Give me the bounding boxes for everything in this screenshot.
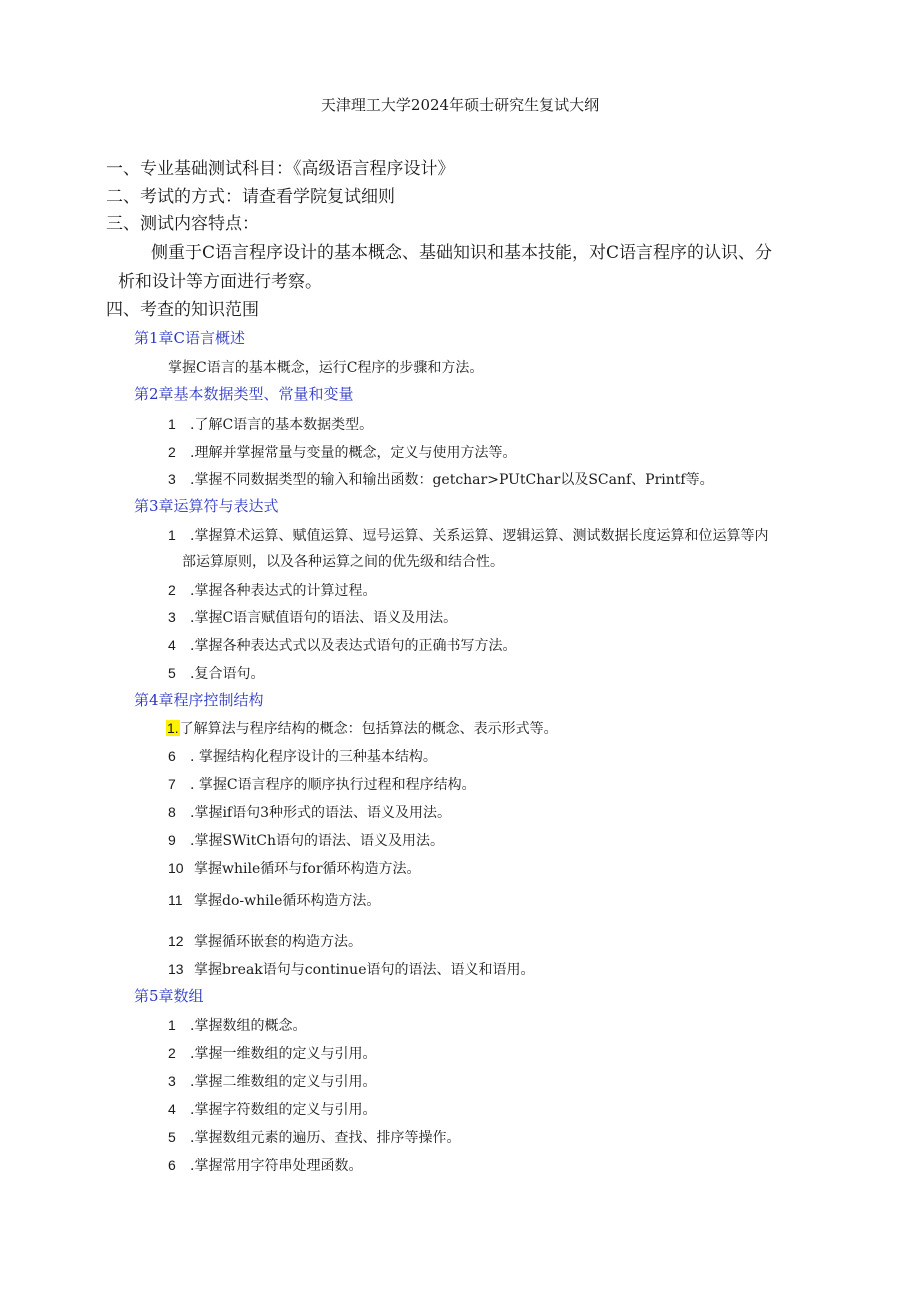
item-text: .掌握算术运算、赋值运算、逗号运算、关系运算、逻辑运算、测试数据长度运算和位运算等内	[190, 528, 769, 544]
item-text: 掌握while循环与for循环构造方法。	[194, 861, 421, 877]
document-title: 天津理工大学2024年硕士研究生复试大纲	[320, 96, 600, 114]
item-text: . 掌握结构化程序设计的三种基本结构。	[190, 749, 437, 765]
chapter-4-item-13	[168, 962, 534, 977]
item-text: .掌握C语言赋值语句的语法、语义及用法。	[190, 610, 458, 626]
chapter-5-heading: 第5章数组	[134, 987, 204, 1005]
item-number: 1	[168, 527, 176, 543]
section-1-subject: 一、专业基础测试科目：《高级语言程序设计》	[106, 159, 455, 179]
item-number: 6	[168, 748, 176, 764]
item-text: .掌握各种表达式的计算过程。	[190, 583, 377, 599]
chapter-5-item-5	[168, 1130, 460, 1145]
item-text: .掌握常用字符串处理函数。	[190, 1158, 363, 1174]
item-number: 2	[168, 1045, 176, 1061]
chapter-3-item-3	[168, 610, 457, 625]
chapter-2-item-1	[168, 417, 373, 432]
section-4-scope: 四、考查的知识范围	[106, 300, 259, 320]
item-text: 掌握循环嵌套的构造方法。	[194, 934, 362, 950]
item-number-highlighted: 1.	[167, 720, 179, 736]
item-text: .了解C语言的基本数据类型。	[190, 417, 374, 433]
chapter-4-item-8	[168, 805, 451, 820]
section-3-paragraph-line1: 侧重于C语言程序设计的基本概念、基础知识和基本技能，对C语言程序的认识、分	[151, 243, 773, 263]
chapter-2-item-3	[168, 472, 714, 487]
chapter-4-item-7	[168, 777, 476, 792]
item-number: 12	[168, 933, 184, 949]
item-number: 3	[168, 609, 176, 625]
chapter-5-item-6	[168, 1158, 362, 1173]
section-3-features: 三、测试内容特点：	[106, 214, 259, 234]
chapter-4-item-12	[168, 934, 362, 949]
section-2-exam-method: 二、考试的方式：请查看学院复试细则	[106, 187, 395, 207]
item-text: . 掌握C语言程序的顺序执行过程和程序结构。	[190, 777, 476, 793]
chapter-3-heading: 第3章运算符与表达式	[134, 497, 279, 515]
item-number: 10	[168, 860, 184, 876]
item-text: .掌握if语句3种形式的语法、语义及用法。	[190, 805, 452, 821]
chapter-3-item-2	[168, 583, 376, 598]
chapter-5-item-1	[168, 1018, 306, 1033]
chapter-1-heading: 第1章C语言概述	[134, 329, 246, 347]
chapter-5-item-2	[168, 1046, 376, 1061]
chapter-4-item-10	[168, 861, 421, 876]
item-text: .理解并掌握常量与变量的概念，定义与使用方法等。	[190, 445, 517, 461]
chapter-4-heading: 第4章程序控制结构	[134, 691, 264, 709]
item-text: .掌握各种表达式式以及表达式语句的正确书写方法。	[190, 638, 517, 654]
item-text: .掌握不同数据类型的输入和输出函数：getchar>PUtChar以及SCanf、Printf等。	[190, 472, 714, 488]
item-text: .掌握数组的概念。	[190, 1018, 307, 1034]
chapter-3-item-5	[168, 666, 264, 681]
chapter-2-item-2	[168, 445, 516, 460]
item-number: 4	[168, 637, 176, 653]
item-number: 3	[168, 1073, 176, 1089]
item-number: 11	[168, 892, 183, 908]
item-text: .掌握数组元素的遍历、查找、排序等操作。	[190, 1130, 461, 1146]
item-text: 了解算法与程序结构的概念：包括算法的概念、表示形式等。	[179, 721, 558, 737]
chapter-4-item-1	[166, 721, 558, 736]
item-text: 掌握break语句与continue语句的语法、语义和语用。	[194, 962, 535, 978]
item-text: .掌握SWitCh语句的语法、语义及用法。	[190, 833, 445, 849]
chapter-3-item-1-continued: 部运算原则，以及各种运算之间的优先级和结合性。	[182, 554, 504, 570]
chapter-4-item-6	[168, 749, 437, 764]
chapter-5-item-4	[168, 1102, 376, 1117]
item-number: 9	[168, 832, 176, 848]
item-number: 2	[168, 582, 176, 598]
chapter-4-item-9	[168, 833, 444, 848]
item-number: 4	[168, 1101, 176, 1117]
item-number: 3	[168, 471, 176, 487]
item-number: 8	[168, 804, 176, 820]
section-3-paragraph-line2: 析和设计等方面进行考察。	[118, 272, 322, 292]
chapter-5-item-3	[168, 1074, 376, 1089]
chapter-1-item: 掌握C语言的基本概念，运行C程序的步骤和方法。	[168, 360, 484, 376]
chapter-3-item-1	[168, 528, 768, 543]
item-number: 5	[168, 1129, 176, 1145]
chapter-2-heading: 第2章基本数据类型、常量和变量	[134, 385, 354, 403]
item-text: .掌握二维数组的定义与引用。	[190, 1074, 377, 1090]
item-number: 1	[168, 1017, 176, 1033]
chapter-3-item-4	[168, 638, 516, 653]
item-text: 掌握do-while循环构造方法。	[194, 893, 381, 909]
item-number: 7	[168, 776, 176, 792]
item-text: .掌握一维数组的定义与引用。	[190, 1046, 377, 1062]
item-number: 2	[168, 444, 176, 460]
chapter-4-item-11	[168, 893, 380, 908]
item-text: .复合语句。	[190, 666, 265, 682]
item-number: 5	[168, 665, 176, 681]
item-number: 1	[168, 416, 176, 432]
item-text: .掌握字符数组的定义与引用。	[190, 1102, 377, 1118]
item-number: 6	[168, 1157, 176, 1173]
item-number: 13	[168, 961, 184, 977]
